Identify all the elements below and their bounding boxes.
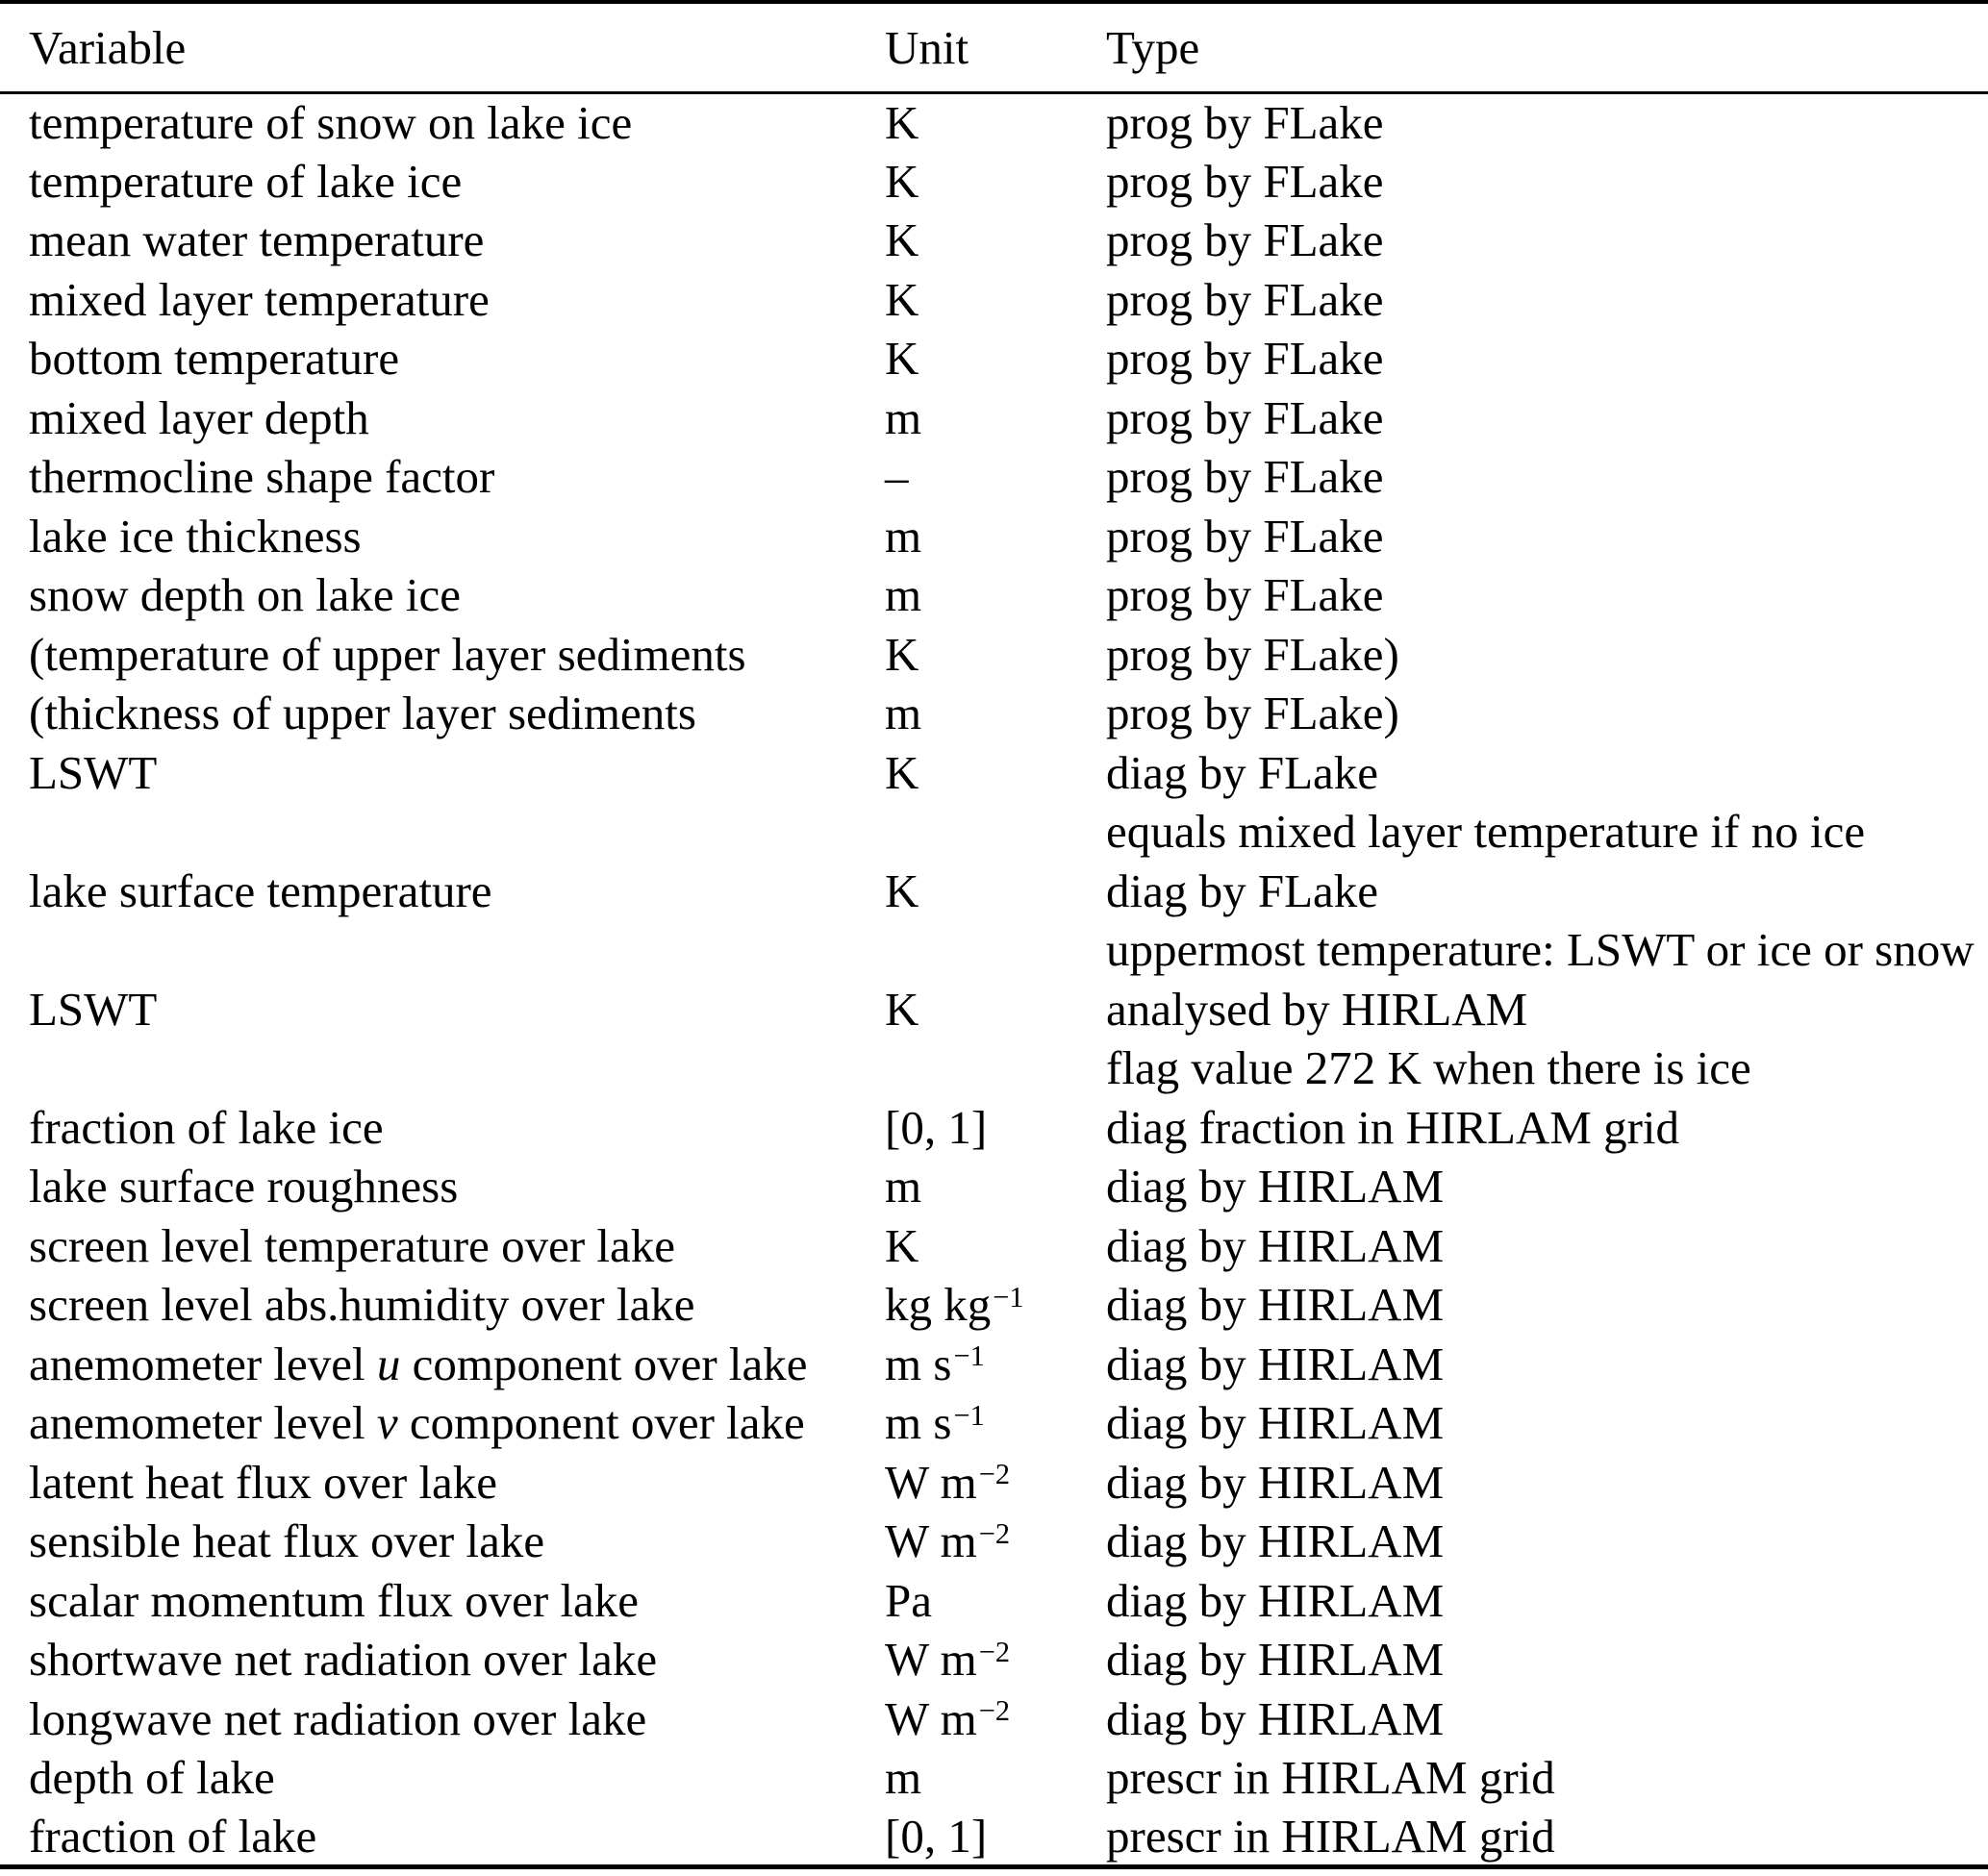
type-cell: prog by FLake [1106,450,1384,504]
table-row [0,152,1988,212]
unit-cell: K [885,96,919,149]
unit-cell: W m−2 [885,1691,1011,1745]
table-row [0,980,1988,1039]
type-cell: uppermost temperature: LSWT or ice or snow [1106,923,1975,977]
variable-cell: temperature of lake ice [29,154,463,208]
type-cell: prog by FLake [1106,568,1384,622]
variable-cell: shortwave net radiation over lake [29,1633,658,1687]
variable-cell: screen level temperature over lake [29,1218,676,1272]
variable-cell: mixed layer temperature [29,272,490,326]
type-cell: diag by HIRLAM [1106,1396,1445,1450]
type-cell: equals mixed layer temperature if no ice [1106,805,1866,859]
unit-cell: K [885,272,919,326]
table-row [0,507,1988,566]
table-row [0,1748,1988,1808]
type-cell: diag by HIRLAM [1106,1633,1445,1687]
type-cell: prog by FLake [1106,332,1384,386]
table-row [0,920,1988,980]
type-cell: prescr in HIRLAM grid [1106,1751,1555,1805]
table-row [0,1512,1988,1571]
unit-cell: m [885,568,922,622]
table-row [0,329,1988,388]
type-cell: diag by HIRLAM [1106,1337,1445,1390]
unit-cell: Pa [885,1573,932,1627]
table-row [0,625,1988,685]
table-row [0,1630,1988,1689]
type-cell: prog by FLake [1106,96,1384,149]
table-row [0,684,1988,743]
table-row [0,1098,1988,1158]
type-cell: diag by HIRLAM [1106,1218,1445,1272]
header-row [0,2,1988,92]
unit-cell: K [885,627,919,681]
type-cell: prog by FLake [1106,213,1384,267]
variable-cell: snow depth on lake ice [29,568,462,622]
type-cell: analysed by HIRLAM [1106,982,1528,1036]
type-cell: diag by FLake [1106,745,1379,799]
unit-cell: m s−1 [885,1396,985,1450]
unit-cell: m [885,1160,922,1213]
unit-cell: K [885,213,919,267]
unit-cell: K [885,982,919,1036]
table-row [0,1689,1988,1749]
unit-cell: m [885,687,922,740]
column-header-unit: Unit [885,20,969,74]
unit-cell: [0, 1] [885,1809,988,1863]
variable-cell: sensible heat flux over lake [29,1514,545,1568]
table-row [0,802,1988,862]
unit-cell: kg kg−1 [885,1278,1024,1332]
type-cell: diag by HIRLAM [1106,1278,1445,1332]
unit-cell [885,920,1106,980]
variable-cell [0,1038,885,1098]
table-row [0,447,1988,507]
unit-cell: [0, 1] [885,1100,988,1154]
unit-cell: K [885,1218,919,1272]
unit-cell [885,1038,1106,1098]
column-header-type: Type [1106,20,1200,74]
unit-cell: m [885,390,922,444]
unit-cell: m [885,509,922,563]
variable-cell: lake surface roughness [29,1160,459,1213]
table-row [0,388,1988,448]
table-row [0,1808,1988,1867]
type-cell: prog by FLake [1106,272,1384,326]
type-cell: diag by HIRLAM [1106,1573,1445,1627]
table-body [0,92,1988,1866]
table-row [0,1393,1988,1453]
variable-cell: LSWT [29,745,158,799]
variable-cell [0,802,885,862]
variable-cell: thermocline shape factor [29,450,495,504]
type-cell: prog by FLake [1106,390,1384,444]
unit-cell: – [885,450,909,504]
variable-cell: scalar momentum flux over lake [29,1573,640,1627]
variable-cell: mixed layer depth [29,390,369,444]
table-row [0,211,1988,270]
unit-cell: K [885,332,919,386]
type-cell: diag fraction in HIRLAM grid [1106,1100,1680,1154]
table-row [0,1157,1988,1216]
unit-cell: K [885,154,919,208]
table-row [0,1038,1988,1098]
variable-cell: fraction of lake [29,1809,317,1863]
variable-cell: (temperature of upper layer sediments [29,627,746,681]
table-row [0,1335,1988,1394]
table-header [0,2,1988,92]
type-cell: prescr in HIRLAM grid [1106,1809,1555,1863]
type-cell: diag by HIRLAM [1106,1160,1445,1213]
unit-cell: W m−2 [885,1455,1011,1509]
variable-cell: temperature of snow on lake ice [29,96,633,149]
table-row [0,1216,1988,1276]
variable-cell: lake surface temperature [29,863,492,917]
type-cell: prog by FLake) [1106,687,1399,740]
type-cell: prog by FLake [1106,509,1384,563]
variable-cell: (thickness of upper layer sediments [29,687,696,740]
variable-cell: latent heat flux over lake [29,1455,498,1509]
variable-cell: lake ice thickness [29,509,362,563]
variable-cell: depth of lake [29,1751,275,1805]
variable-cell: screen level abs.humidity over lake [29,1278,695,1332]
unit-cell: W m−2 [885,1633,1011,1687]
type-cell: flag value 272 K when there is ice [1106,1041,1751,1095]
table-row [0,270,1988,330]
type-cell: prog by FLake) [1106,627,1399,681]
table-row [0,1571,1988,1631]
type-cell: prog by FLake [1106,154,1384,208]
unit-cell [885,802,1106,862]
variable-cell: longwave net radiation over lake [29,1691,647,1745]
unit-cell: K [885,745,919,799]
unit-cell: m s−1 [885,1337,985,1390]
type-cell: diag by HIRLAM [1106,1455,1445,1509]
type-cell: diag by HIRLAM [1106,1514,1445,1568]
unit-cell: K [885,863,919,917]
type-cell: diag by HIRLAM [1106,1691,1445,1745]
table-row [0,1275,1988,1335]
type-cell: diag by FLake [1106,863,1379,917]
table-row [0,92,1988,152]
table-row [0,743,1988,803]
table-row [0,1453,1988,1513]
variable-cell: bottom temperature [29,332,400,386]
variable-cell [0,920,885,980]
unit-cell: m [885,1751,922,1805]
variable-cell: anemometer level u component over lake [29,1337,808,1390]
column-header-variable: Variable [29,20,187,74]
unit-cell: W m−2 [885,1514,1011,1568]
table-row [0,565,1988,625]
variable-cell: fraction of lake ice [29,1100,384,1154]
table-row [0,862,1988,921]
variable-cell: anemometer level v component over lake [29,1396,805,1450]
variable-cell: mean water temperature [29,213,485,267]
variable-cell: LSWT [29,982,158,1036]
